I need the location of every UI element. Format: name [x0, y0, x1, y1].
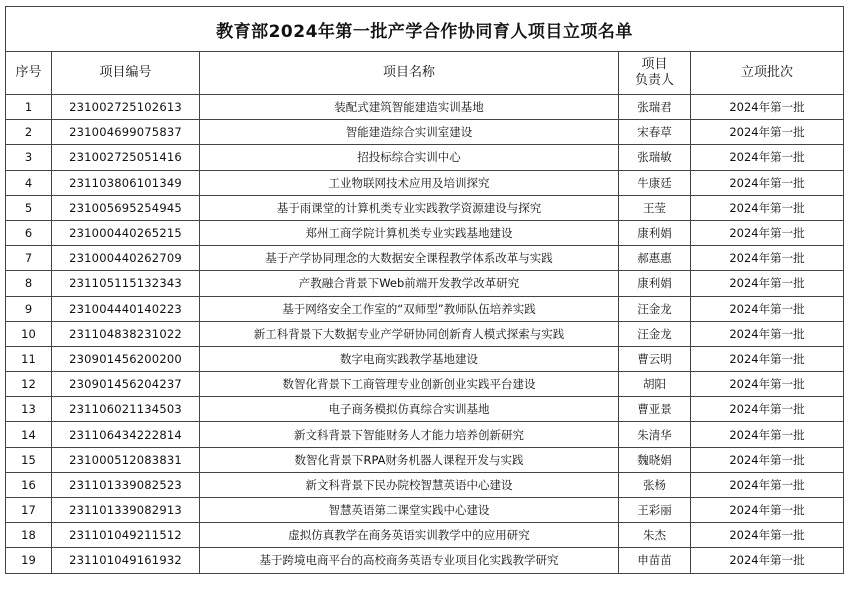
cell-no: 3 — [6, 145, 52, 170]
cell-project-code: 231002725102613 — [52, 95, 200, 120]
table-row — [6, 447, 844, 472]
cell-person-in-charge: 曹亚景 — [619, 397, 691, 422]
table-row — [6, 95, 844, 120]
table-row — [6, 170, 844, 195]
cell-no: 5 — [6, 195, 52, 220]
cell-no: 4 — [6, 170, 52, 195]
cell-person-in-charge: 张瑞君 — [619, 95, 691, 120]
cell-person-in-charge: 王彩丽 — [619, 498, 691, 523]
cell-person-in-charge: 朱清华 — [619, 422, 691, 447]
cell-approval-batch: 2024年第一批 — [691, 548, 844, 573]
cell-project-name: 电子商务模拟仿真综合实训基地 — [200, 397, 619, 422]
cell-no: 19 — [6, 548, 52, 573]
cell-person-in-charge: 郝惠惠 — [619, 246, 691, 271]
cell-project-code: 231103806101349 — [52, 170, 200, 195]
cell-project-name: 新文科背景下智能财务人才能力培养创新研究 — [200, 422, 619, 447]
cell-project-code: 231004440140223 — [52, 296, 200, 321]
cell-project-name: 新工科背景下大数据专业产学研协同创新育人模式探索与实践 — [200, 321, 619, 346]
cell-approval-batch: 2024年第一批 — [691, 372, 844, 397]
cell-project-name: 基于雨课堂的计算机类专业实践教学资源建设与探究 — [200, 195, 619, 220]
cell-project-name: 工业物联网技术应用及培训探究 — [200, 170, 619, 195]
cell-project-name: 基于网络安全工作室的“双师型”教师队伍培养实践 — [200, 296, 619, 321]
cell-approval-batch: 2024年第一批 — [691, 145, 844, 170]
cell-project-name: 数智化背景下RPA财务机器人课程开发与实践 — [200, 447, 619, 472]
table-body — [6, 95, 844, 574]
cell-project-code: 231000440265215 — [52, 220, 200, 245]
cell-project-code: 231105115132343 — [52, 271, 200, 296]
column-header-person-line1: 项目 — [641, 57, 668, 72]
cell-project-code: 231002725051416 — [52, 145, 200, 170]
cell-project-name: 产教融合背景下Web前端开发教学改革研究 — [200, 271, 619, 296]
cell-no: 17 — [6, 498, 52, 523]
cell-approval-batch: 2024年第一批 — [691, 271, 844, 296]
cell-project-code: 231101049161932 — [52, 548, 200, 573]
table-row — [6, 271, 844, 296]
cell-approval-batch: 2024年第一批 — [691, 346, 844, 371]
cell-approval-batch: 2024年第一批 — [691, 498, 844, 523]
cell-project-code: 231101049211512 — [52, 523, 200, 548]
column-header-name: 项目名称 — [200, 52, 619, 95]
title-row — [6, 7, 844, 52]
header-row — [6, 52, 844, 95]
cell-no: 16 — [6, 472, 52, 497]
cell-person-in-charge: 汪金龙 — [619, 321, 691, 346]
cell-project-name: 智慧英语第二课堂实践中心建设 — [200, 498, 619, 523]
table-row — [6, 397, 844, 422]
cell-person-in-charge: 申苗苗 — [619, 548, 691, 573]
cell-no: 1 — [6, 95, 52, 120]
table-row — [6, 195, 844, 220]
cell-approval-batch: 2024年第一批 — [691, 220, 844, 245]
column-header-batch: 立项批次 — [691, 52, 844, 95]
cell-approval-batch: 2024年第一批 — [691, 195, 844, 220]
cell-project-name: 基于跨境电商平台的高校商务英语专业项目化实践教学研究 — [200, 548, 619, 573]
column-header-no: 序号 — [6, 52, 52, 95]
cell-no: 13 — [6, 397, 52, 422]
cell-no: 7 — [6, 246, 52, 271]
table-row — [6, 321, 844, 346]
column-header-code: 项目编号 — [52, 52, 200, 95]
cell-project-code: 230901456204237 — [52, 372, 200, 397]
column-header-person — [619, 52, 691, 95]
cell-person-in-charge: 胡阳 — [619, 372, 691, 397]
cell-project-code: 231101339082523 — [52, 472, 200, 497]
cell-person-in-charge: 王莹 — [619, 195, 691, 220]
document-sheet — [5, 6, 843, 574]
cell-no: 2 — [6, 120, 52, 145]
cell-project-name: 装配式建筑智能建造实训基地 — [200, 95, 619, 120]
cell-person-in-charge: 张杨 — [619, 472, 691, 497]
cell-approval-batch: 2024年第一批 — [691, 472, 844, 497]
table-row — [6, 296, 844, 321]
cell-person-in-charge: 康利娟 — [619, 271, 691, 296]
cell-project-name: 郑州工商学院计算机类专业实践基地建设 — [200, 220, 619, 245]
cell-no: 11 — [6, 346, 52, 371]
cell-approval-batch: 2024年第一批 — [691, 422, 844, 447]
cell-approval-batch: 2024年第一批 — [691, 523, 844, 548]
cell-project-name: 数字电商实践教学基地建设 — [200, 346, 619, 371]
cell-no: 6 — [6, 220, 52, 245]
cell-no: 8 — [6, 271, 52, 296]
table-row — [6, 145, 844, 170]
cell-project-name: 新文科背景下民办院校智慧英语中心建设 — [200, 472, 619, 497]
cell-project-name: 招投标综合实训中心 — [200, 145, 619, 170]
cell-no: 9 — [6, 296, 52, 321]
cell-project-code: 230901456200200 — [52, 346, 200, 371]
table-row — [6, 372, 844, 397]
cell-no: 15 — [6, 447, 52, 472]
project-list-table — [5, 6, 844, 574]
table-row — [6, 220, 844, 245]
cell-project-code: 231106021134503 — [52, 397, 200, 422]
cell-person-in-charge: 朱杰 — [619, 523, 691, 548]
page-title: 教育部2024年第一批产学合作协同育人项目立项名单 — [6, 7, 844, 52]
cell-person-in-charge: 曹云明 — [619, 346, 691, 371]
cell-project-code: 231005695254945 — [52, 195, 200, 220]
cell-project-code: 231004699075837 — [52, 120, 200, 145]
table-row — [6, 120, 844, 145]
cell-project-name: 数智化背景下工商管理专业创新创业实践平台建设 — [200, 372, 619, 397]
cell-no: 10 — [6, 321, 52, 346]
cell-no: 12 — [6, 372, 52, 397]
table-row — [6, 246, 844, 271]
cell-person-in-charge: 汪金龙 — [619, 296, 691, 321]
cell-project-name: 智能建造综合实训室建设 — [200, 120, 619, 145]
cell-project-code: 231000440262709 — [52, 246, 200, 271]
table-row — [6, 523, 844, 548]
cell-project-code: 231104838231022 — [52, 321, 200, 346]
table-row — [6, 422, 844, 447]
cell-approval-batch: 2024年第一批 — [691, 246, 844, 271]
cell-approval-batch: 2024年第一批 — [691, 296, 844, 321]
cell-project-name: 虚拟仿真教学在商务英语实训教学中的应用研究 — [200, 523, 619, 548]
table-row — [6, 472, 844, 497]
table-row — [6, 346, 844, 371]
cell-approval-batch: 2024年第一批 — [691, 397, 844, 422]
cell-project-code: 231000512083831 — [52, 447, 200, 472]
cell-person-in-charge: 张瑞敏 — [619, 145, 691, 170]
cell-approval-batch: 2024年第一批 — [691, 447, 844, 472]
column-header-person-line2: 负责人 — [634, 73, 674, 88]
cell-person-in-charge: 宋春草 — [619, 120, 691, 145]
cell-no: 18 — [6, 523, 52, 548]
cell-project-name: 基于产学协同理念的大数据安全课程教学体系改革与实践 — [200, 246, 619, 271]
cell-approval-batch: 2024年第一批 — [691, 120, 844, 145]
table-row — [6, 498, 844, 523]
cell-approval-batch: 2024年第一批 — [691, 170, 844, 195]
cell-person-in-charge: 牛康廷 — [619, 170, 691, 195]
cell-approval-batch: 2024年第一批 — [691, 321, 844, 346]
cell-no: 14 — [6, 422, 52, 447]
cell-person-in-charge: 康利娟 — [619, 220, 691, 245]
cell-project-code: 231101339082913 — [52, 498, 200, 523]
table-row — [6, 548, 844, 573]
cell-approval-batch: 2024年第一批 — [691, 95, 844, 120]
cell-person-in-charge: 魏晓娟 — [619, 447, 691, 472]
cell-project-code: 231106434222814 — [52, 422, 200, 447]
